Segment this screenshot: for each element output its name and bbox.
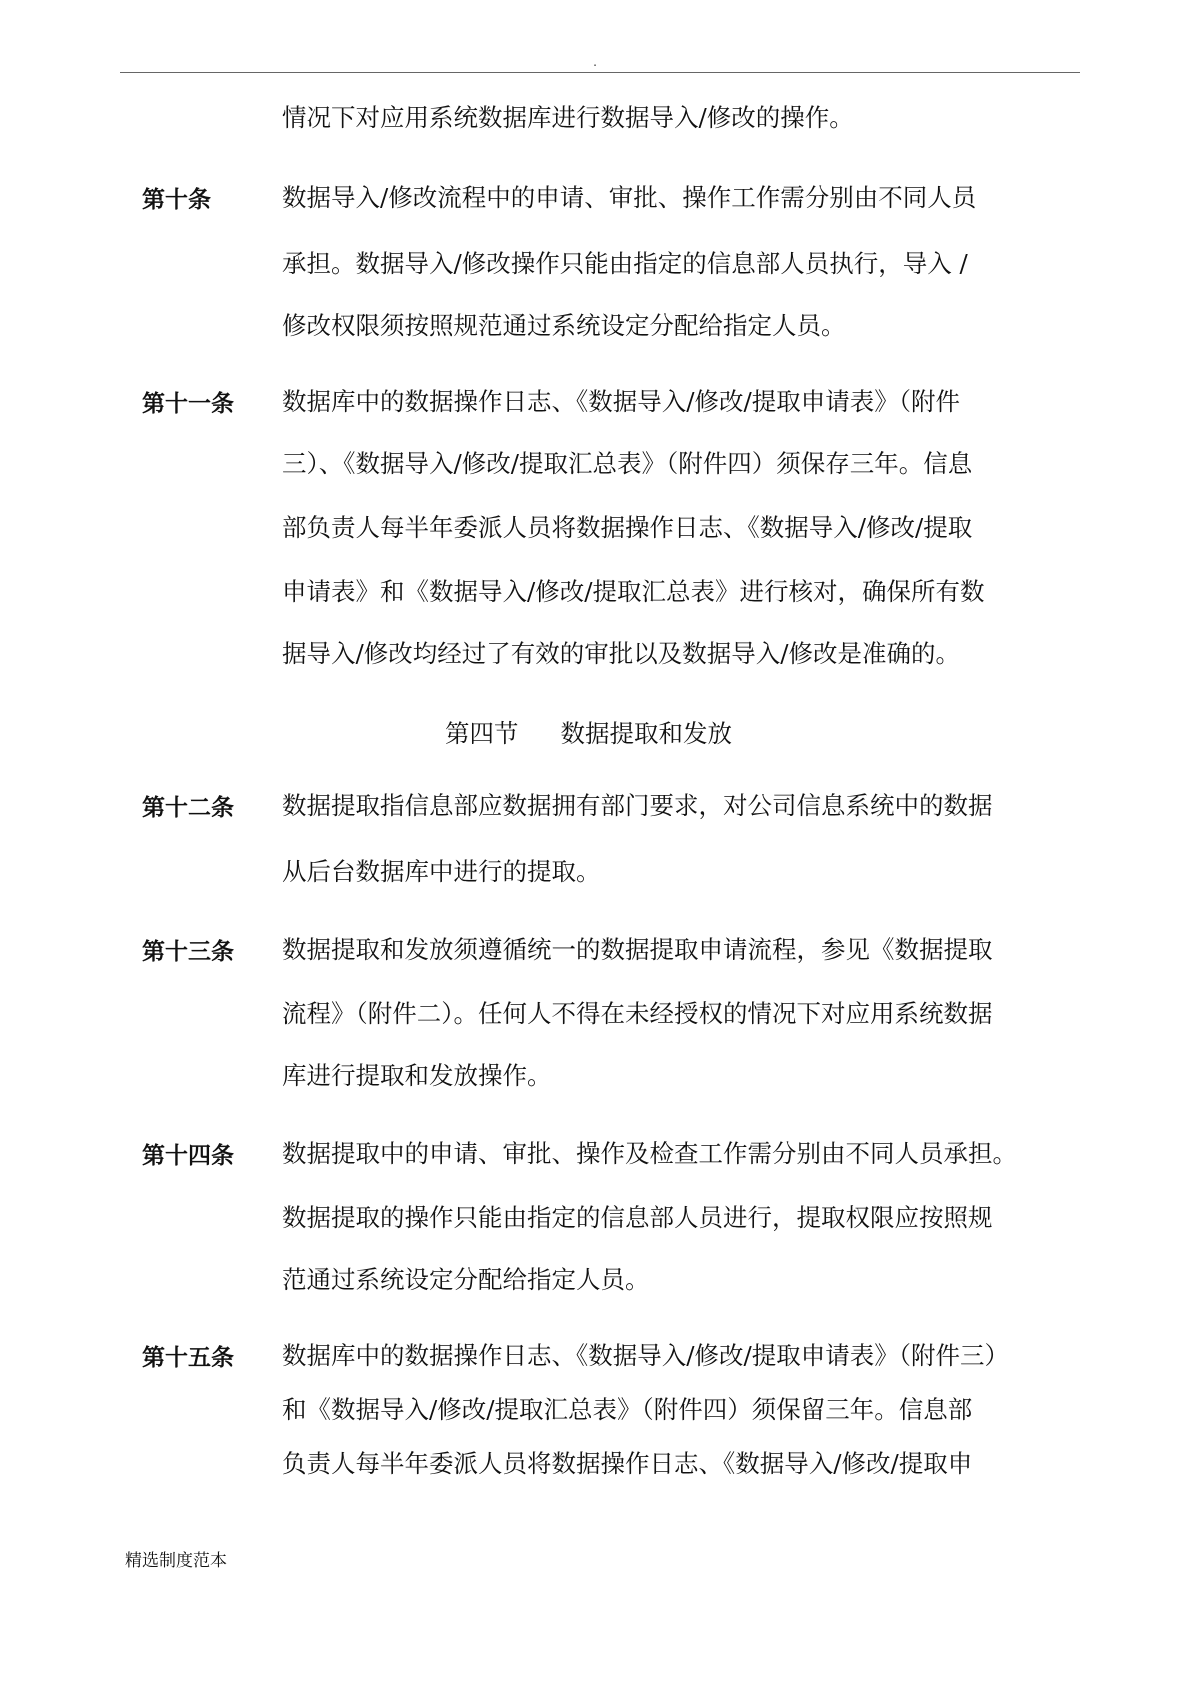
article-12-line-2: 从后台数据库中进行的提取。 [282, 857, 601, 886]
footer-text: 精选制度范本 [125, 1551, 227, 1571]
article-label-13: 第十三条 [142, 939, 234, 965]
article-13-line-3: 库进行提取和发放操作。 [282, 1061, 552, 1090]
article-11-line-1: 数据库中的数据操作日志、《数据导入/修改/提取申请表》（附件 [282, 387, 961, 416]
article-10-line-2: 承担。数据导入/修改操作只能由指定的信息部人员执行，导入 / [282, 249, 968, 278]
article-11-line-2: 三）、《数据导入/修改/提取汇总表》（附件四）须保存三年。信息 [282, 449, 973, 478]
header-mark: . [593, 55, 597, 69]
header-rule [120, 72, 1080, 73]
article-label-15: 第十五条 [142, 1345, 234, 1371]
article-11-line-3: 部负责人每半年委派人员将数据操作日志、《数据导入/修改/提取 [282, 513, 973, 542]
article-15-line-3: 负责人每半年委派人员将数据操作日志、《数据导入/修改/提取申 [282, 1449, 973, 1478]
article-label-11: 第十一条 [142, 391, 234, 417]
article-14-line-1: 数据提取中的申请、审批、操作及检查工作需分别由不同人员承担。 [282, 1139, 1017, 1168]
article-label-14: 第十四条 [142, 1143, 234, 1169]
article-11-line-5: 据导入/修改均经过了有效的审批以及数据导入/修改是准确的。 [282, 639, 961, 668]
intro-line: 情况下对应用系统数据库进行数据导入/修改的操作。 [282, 103, 854, 132]
section-title [445, 718, 732, 750]
article-10-line-1: 数据导入/修改流程中的申请、审批、操作工作需分别由不同人员 [282, 183, 977, 212]
article-13-line-2: 流程》（附件二）。任何人不得在未经授权的情况下对应用系统数据 [282, 999, 993, 1028]
article-15-line-1: 数据库中的数据操作日志、《数据导入/修改/提取申请表》（附件三） [282, 1341, 1010, 1370]
article-12-line-1: 数据提取指信息部应数据拥有部门要求，对公司信息系统中的数据 [282, 791, 993, 820]
article-11-line-4: 申请表》和《数据导入/修改/提取汇总表》进行核对，确保所有数 [282, 577, 985, 606]
article-14-line-3: 范通过系统设定分配给指定人员。 [282, 1265, 650, 1294]
section-name: 数据提取和发放 [560, 719, 732, 748]
article-label-10: 第十条 [142, 187, 211, 213]
article-15-line-2: 和《数据导入/修改/提取汇总表》（附件四）须保留三年。信息部 [282, 1395, 973, 1424]
article-13-line-1: 数据提取和发放须遵循统一的数据提取申请流程，参见《数据提取 [282, 935, 993, 964]
section-number: 第四节 [445, 719, 519, 748]
article-14-line-2: 数据提取的操作只能由指定的信息部人员进行，提取权限应按照规 [282, 1203, 993, 1232]
article-10-line-3: 修改权限须按照规范通过系统设定分配给指定人员。 [282, 311, 846, 340]
article-label-12: 第十二条 [142, 795, 234, 821]
